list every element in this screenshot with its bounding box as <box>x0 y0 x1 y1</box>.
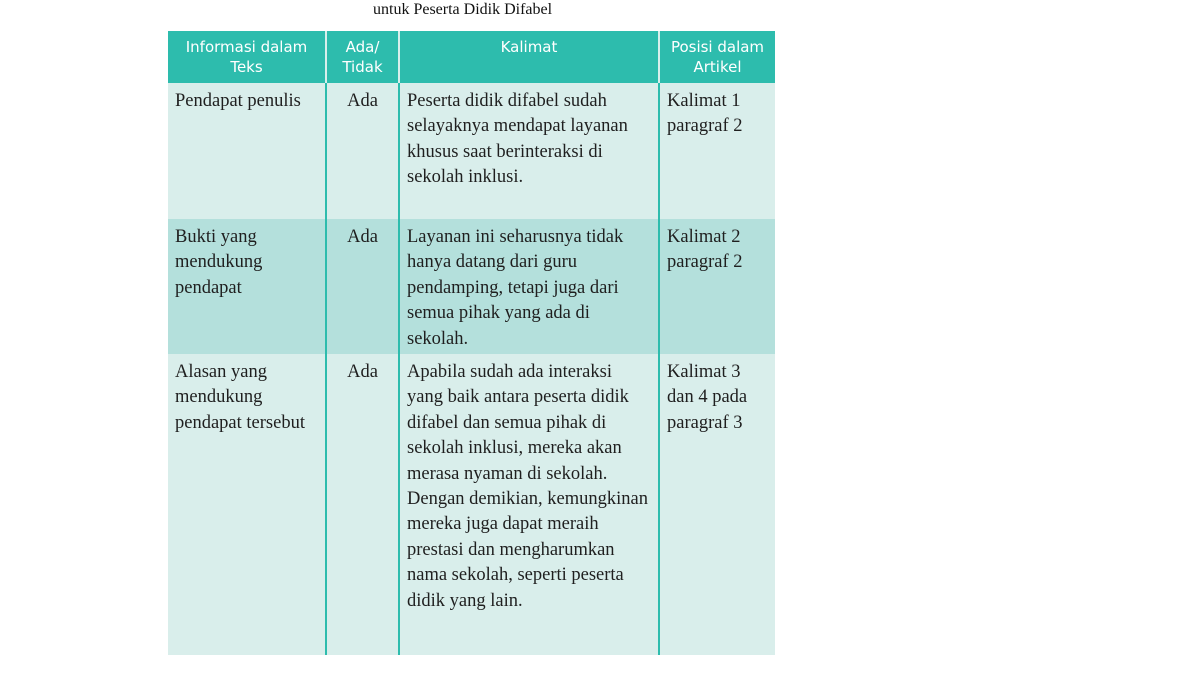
header-ada-tidak: Ada/ Tidak <box>326 31 399 83</box>
header-posisi: Posisi dalam Artikel <box>659 31 775 83</box>
information-table <box>168 31 775 655</box>
cell-informasi: Pendapat penulis <box>168 83 326 219</box>
header-informasi: Informasi dalam Teks <box>168 31 326 83</box>
table-header-row <box>168 31 775 83</box>
cell-informasi: Alasan yang mendukung pendapat tersebut <box>168 354 326 655</box>
cell-posisi: Kalimat 1 paragraf 2 <box>659 83 775 219</box>
table-row <box>168 83 775 219</box>
header-kalimat: Kalimat <box>399 31 659 83</box>
cell-informasi: Bukti yang mendukung pendapat <box>168 219 326 354</box>
table-row <box>168 354 775 655</box>
cell-kalimat: Layanan ini seharusnya tidak hanya datang dari guru pendamping, tetapi juga dari semua pihak yang ada di sekolah. <box>399 219 659 354</box>
cell-ada: Ada <box>326 83 399 219</box>
table-row <box>168 219 775 354</box>
table-caption: untuk Peserta Didik Difabel <box>373 1 553 18</box>
cell-ada: Ada <box>326 354 399 655</box>
cell-kalimat: Peserta didik difabel sudah selayaknya mendapat layanan khusus saat berinteraksi di sekolah inklusi. <box>399 83 659 219</box>
cell-posisi: Kalimat 2 paragraf 2 <box>659 219 775 354</box>
cell-ada: Ada <box>326 219 399 354</box>
cell-posisi: Kalimat 3 dan 4 pada paragraf 3 <box>659 354 775 655</box>
cell-kalimat: Apabila sudah ada interaksi yang baik antara peserta didik difabel dan semua pihak di sekolah inklusi, mereka akan merasa nyaman di sekolah. Dengan demikian, kemungkinan mereka juga dapat meraih prestasi dan mengharumkan nama sekolah, seperti peserta didik yang lain. <box>399 354 659 655</box>
